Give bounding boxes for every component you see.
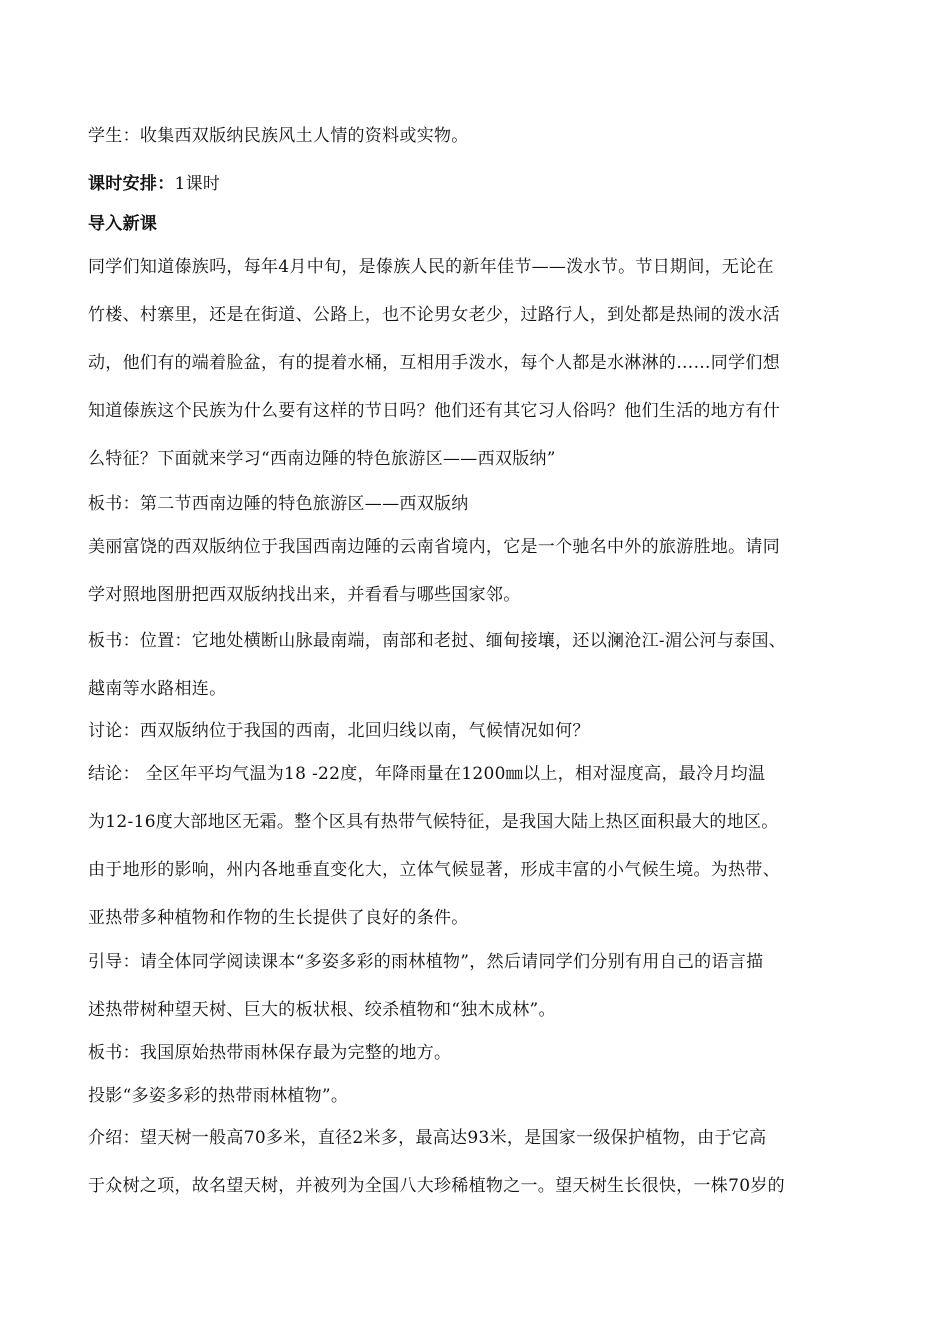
schedule-line	[88, 172, 878, 196]
text-line: 竹楼、村寨里，还是在街道、公路上，也不论男女老少，过路行人，到处都是热闹的泼水活	[88, 305, 780, 325]
text-line: 学对照地图册把西双版纳找出来，并看看与哪些国家邻。	[88, 585, 521, 605]
text-line: 学生：收集西双版纳民族风土人情的资料或实物。	[88, 126, 469, 146]
text-line: 亚热带多种植物和作物的生长提供了良好的条件。	[88, 908, 469, 928]
text-line: 美丽富饶的西双版纳位于我国西南边陲的云南省境内，它是一个驰名中外的旅游胜地。请同	[88, 537, 780, 557]
text-line: 板书：位置：它地处横断山脉最南端，南部和老挝、缅甸接壤，还以澜沧江-湄公河与泰国、	[88, 631, 787, 651]
text-line: 由于地形的影响，州内各地垂直变化大，立体气候显著，形成丰富的小气候生境。为热带、	[88, 860, 780, 880]
schedule-label: 课时安排：	[88, 174, 175, 194]
text-line: 为12-16度大部地区无霜。整个区具有热带气候特征，是我国大陆上热区面积最大的地区。	[88, 812, 779, 832]
text-line: 板书：我国原始热带雨林保存最为完整的地方。	[88, 1043, 452, 1063]
text-line: 述热带树种望天树、巨大的板状根、绞杀植物和“独木成林”。	[88, 1000, 556, 1020]
text-line: 投影“多姿多彩的热带雨林植物”。	[88, 1086, 349, 1106]
text-line: 动，他们有的端着脸盆，有的提着水桶，互相用手泼水，每个人都是水淋淋的……同学们想	[88, 353, 780, 373]
text-line: 介绍：望天树一般高70多米，直径2米多，最高达93米，是国家一级保护植物，由于它高	[88, 1128, 767, 1148]
text-line: 么特征？下面就来学习“西南边陲的特色旅游区——西双版纳”	[88, 449, 556, 469]
schedule-value: 1课时	[174, 174, 221, 194]
text-line: 引导：请全体同学阅读课本“多姿多彩的雨林植物”，然后请同学们分别有用自己的语言描	[88, 952, 764, 972]
text-line: 板书：第二节西南边陲的特色旅游区——西双版纳	[88, 494, 469, 514]
text-line: 知道傣族这个民族为什么要有这样的节日吗？他们还有其它习人俗吗？他们生活的地方有什	[88, 401, 780, 421]
text-line: 越南等水路相连。	[88, 679, 227, 699]
section-heading: 导入新课	[88, 214, 158, 234]
text-line: 同学们知道傣族吗，每年4月中旬，是傣族人民的新年佳节——泼水节。节日期间，无论在	[88, 257, 774, 277]
text-line: 于众树之项，故名望天树，并被列为全国八大珍稀植物之一。望天树生长很快，一株70岁的	[88, 1176, 785, 1196]
text-line: 结论： 全区年平均气温为18 -22度，年降雨量在1200㎜以上，相对湿度高，最冷月均温	[88, 764, 766, 784]
text-line: 讨论：西双版纳位于我国的西南，北回归线以南，气候情况如何？	[88, 721, 590, 741]
